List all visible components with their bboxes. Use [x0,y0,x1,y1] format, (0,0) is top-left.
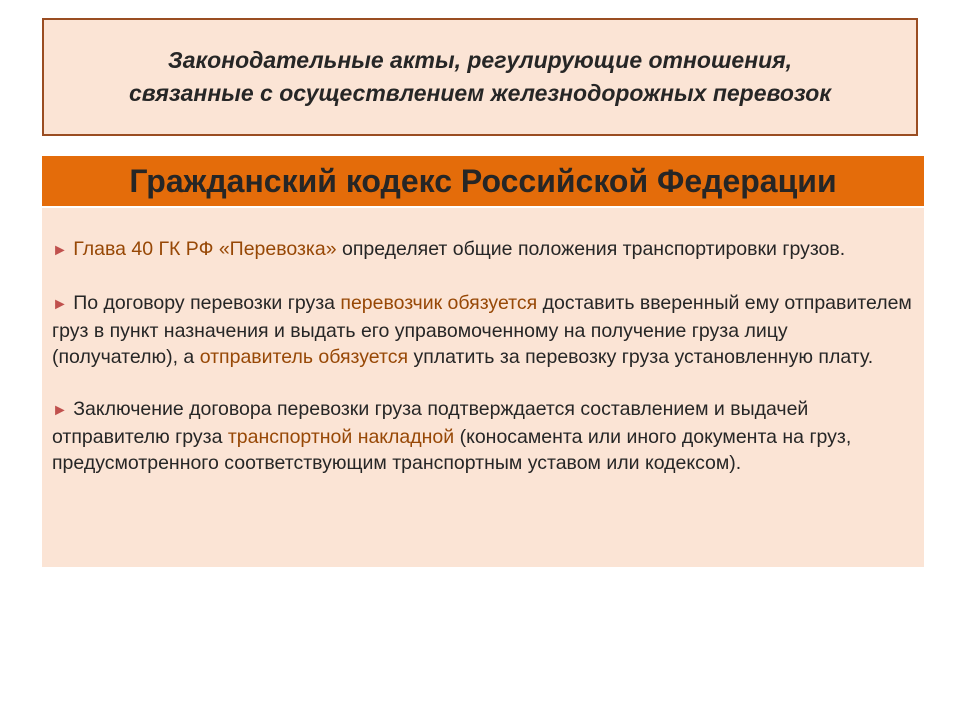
slide-title-line-1: Законодательные акты, регулирующие отношения, [167,47,793,73]
paragraph-text: Заключение договора перевозки груза подтверждается составлением и выдачей отправителю груза [52,398,809,448]
slide-title-box [42,18,918,136]
paragraph-text: (коносамента или иного документа на груз, предусмотренного соответствующим транспортным уставом или кодексом). [52,426,852,474]
bullet-arrow-icon: ► [52,242,68,259]
paragraph-3 [52,396,912,476]
highlight-text: Глава 40 ГК РФ «Перевозка» [73,238,337,260]
highlight-text: транспортной накладной [227,426,455,448]
paragraph-2 [52,290,912,370]
section-header-bar [42,156,924,206]
section-header-text: Гражданский кодекс Российской Федерации [129,162,837,199]
paragraph-text: По договору перевозки груза [67,292,341,314]
bullet-arrow-icon: ► [52,296,68,313]
paragraph-1 [52,236,912,264]
bullet-arrow-icon: ► [52,402,68,419]
content-panel [42,208,924,567]
highlight-text: перевозчик обязуется [340,292,538,314]
paragraph-text: определяет общие положения транспортировки грузов. [336,238,846,260]
slide-title-line-2: связанные с осуществлением железнодорожных перевозок [128,80,832,106]
paragraph-text: доставить вверенный ему отправителем груз в пункт назначения и выдать его управомоченному на получение груза лицу (получателю), а [52,292,912,368]
paragraph-text: уплатить за перевозку груза установленную плату. [408,346,874,368]
highlight-text: отправитель обязуется [199,346,409,368]
